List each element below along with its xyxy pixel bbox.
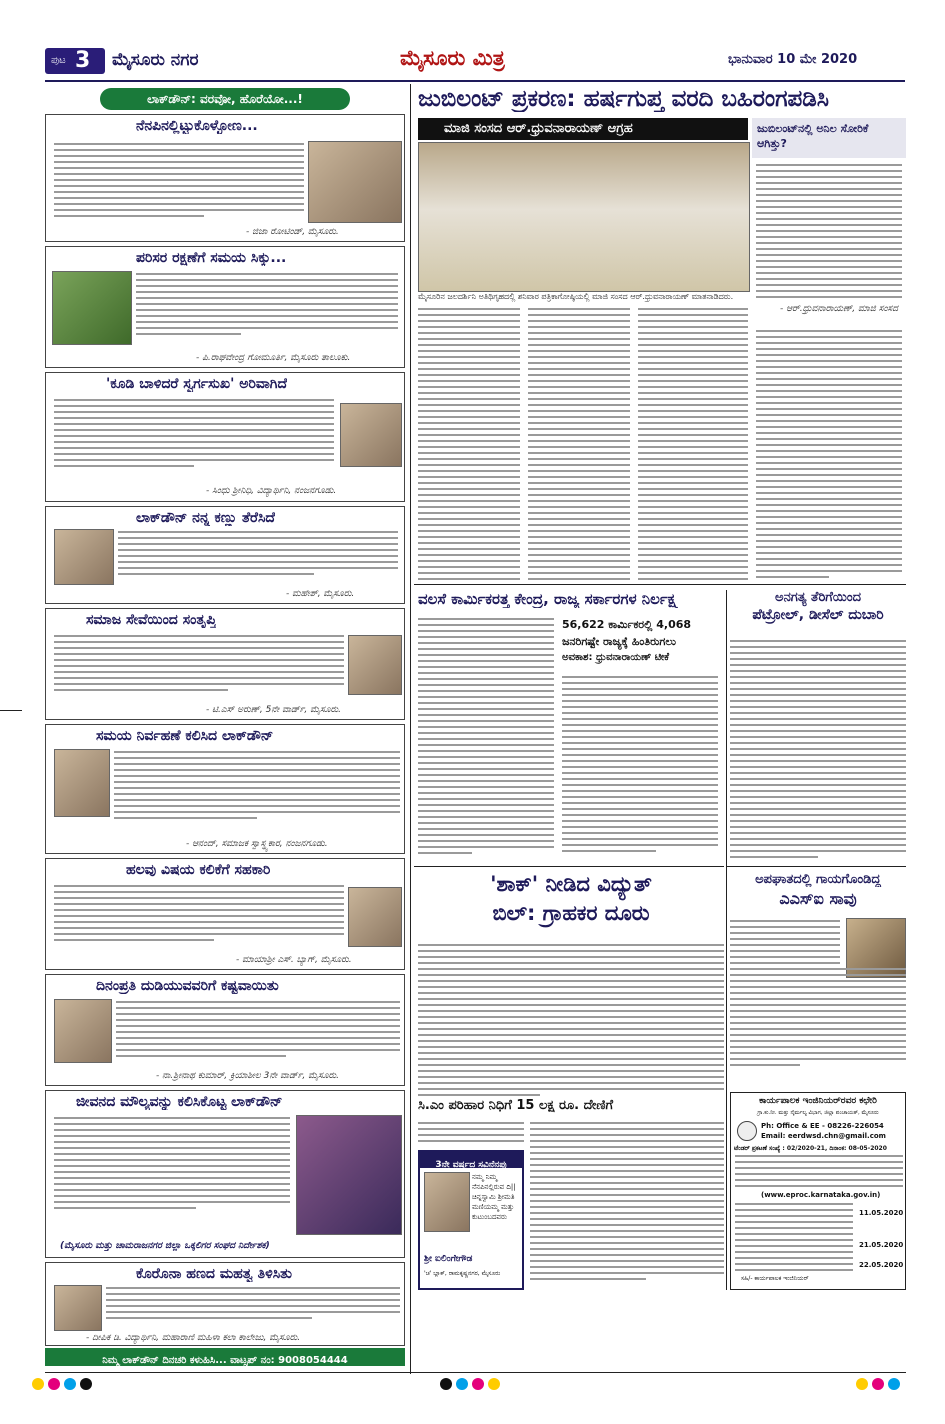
- diary-item-environment: [45, 246, 405, 368]
- author-photo: [54, 999, 112, 1063]
- item-credit: - ಮಾಯಾಶ್ರೀ ಎಸ್. ಬ್ಯಾಗ್, ಮೈಸೂರು.: [236, 955, 352, 965]
- student-photo: [340, 403, 402, 467]
- column-divider: [410, 84, 411, 1374]
- page-label: ಪುಟ: [51, 55, 66, 66]
- page-number-badge: [45, 48, 105, 74]
- item-title: 'ಕೂಡಿ ಬಾಳಿದರೆ ಸ್ವರ್ಗಸುಖ' ಅರಿವಾಗಿದೆ: [106, 376, 288, 392]
- ad-website: (www.eproc.karnataka.gov.in): [761, 1191, 881, 1199]
- lead-subhead: ಮಾಜಿ ಸಂಸದ ಆರ್.ಧ್ರುವನಾರಾಯಣ್ ಆಗ್ರಹ: [444, 121, 633, 136]
- sidebar-title-box: [752, 118, 906, 158]
- story-divider: [414, 584, 906, 585]
- diary-item-learning: [45, 858, 405, 970]
- item-title: ಜೀವನದ ಮೌಲ್ಯವನ್ನು ಕಲಿಸಿಕೊಟ್ಟ ಲಾಕ್‌ಡೌನ್: [76, 1094, 283, 1110]
- tribute-photo: [424, 1172, 470, 1232]
- lead-subhead-bar: [418, 118, 748, 140]
- diary-item-service: [45, 608, 405, 720]
- section-name: ಮೈಸೂರು ನಗರ: [112, 50, 199, 70]
- cm-fund-text-left: [418, 1122, 524, 1146]
- item-text: [54, 885, 344, 945]
- header-rule: [45, 80, 905, 82]
- page-number: 3: [75, 48, 91, 73]
- footer-text: ನಿಮ್ಮ ಲಾಕ್‌ಡೌನ್ ದಿನಚರಿ ಕಳುಹಿಸಿ... ವಾಟ್ಸಪ್ ನಂ: 9008054444: [102, 1355, 348, 1366]
- ad-date-1: 11.05.2020: [859, 1209, 904, 1217]
- author-photo: [54, 1285, 102, 1331]
- fuel-headline: [730, 590, 906, 634]
- registration-mark-icon: [32, 1378, 44, 1390]
- item-title: ಕೊರೊನಾ ಹಣದ ಮಹತ್ವ ತಿಳಿಸಿತು: [136, 1266, 293, 1282]
- author-photo: [348, 635, 402, 695]
- lead-text-col4: [756, 330, 902, 582]
- registration-mark-icon: [888, 1378, 900, 1390]
- tender-notice-ad: [730, 1092, 906, 1290]
- lockdown-footer: [45, 1348, 405, 1366]
- ad-title: ಕಾರ್ಯಪಾಲಕ ಇಂಜಿನಿಯರ್‌ರವರ ಕಛೇರಿ: [759, 1096, 877, 1106]
- item-credit: - ಜಿಜಾ ರೋಟಿಂಡ್, ಮೈಸೂರು.: [246, 227, 339, 237]
- margin-mark: [0, 710, 22, 711]
- item-title: ಪರಿಸರ ರಕ್ಷಣೆಗೆ ಸಮಯ ಸಿಕ್ಕು...: [136, 250, 287, 266]
- story-divider: [726, 866, 906, 867]
- electricity-headline: [418, 872, 724, 938]
- family-photo: [308, 141, 402, 223]
- item-credit: - ದೀಪಿಕ ಡಿ. ವಿದ್ಯಾರ್ಥಿನಿ, ಮಹಾರಾಣಿ ಮಹಿಳಾ ಕಲಾ ಕಾಲೇಜು, ಮೈಸೂರು.: [86, 1333, 301, 1343]
- lead-sidebar: [752, 118, 906, 588]
- item-text: [54, 143, 304, 221]
- sidebar-text: [756, 164, 902, 302]
- migrant-text-col1: [418, 618, 554, 858]
- sidebar-title: ಜುಬಿಲಂಟ್‌ನಲ್ಲಿ ಅನಿಲ ಸೋರಿಕೆ ಆಗಿತ್ತು?: [757, 122, 869, 150]
- diary-item-together: [45, 372, 405, 502]
- item-title: ನೆನಪಿನಲ್ಲಿಟ್ಟುಕೊಳ್ಳೋಣ...: [136, 118, 258, 134]
- headline-line-1: ಅಪಘಾತದಲ್ಲಿ ಗಾಯಗೊಂಡಿದ್ದ: [755, 872, 881, 887]
- tribute-title: 3ನೇ ವರ್ಷದ ಸವಿನೆನಪು: [435, 1160, 507, 1170]
- page-header: [0, 40, 945, 80]
- cm-fund-text: [530, 1122, 724, 1284]
- item-credit: - ನಾ.ಶ್ರೀನಾಥ ಕುಮಾರ್, ಕ್ರಿಯಾಶೀಲ 3ನೇ ವಾರ್ಡ್, ಮೈಸೂರು.: [156, 1071, 339, 1081]
- item-title: ಲಾಕ್‌ಡೌನ್ ನನ್ನ ಕಣ್ಣು ತೆರೆಸಿದೆ: [136, 510, 276, 526]
- diary-item-daily-wage: [45, 974, 405, 1086]
- emblem-icon: [737, 1121, 757, 1141]
- author-photo: [348, 887, 402, 947]
- ad-date-2: 21.05.2020: [859, 1241, 904, 1249]
- item-title: ದಿನಂಪ್ರತಿ ದುಡಿಯುವವರಿಗೆ ಕಷ್ಟವಾಯಿತು: [96, 978, 279, 994]
- item-credit: - ಟಿ.ಎಸ್ ಅರುಣ್, 5ನೇ ವಾರ್ಡ್, ಮೈಸೂರು.: [206, 705, 341, 715]
- family-photo: [296, 1115, 402, 1235]
- migrant-highlight-box: [562, 618, 718, 670]
- item-title: ಸಮಯ ನಿರ್ವಹಣೆ ಕಲಿಸಿದ ಲಾಕ್‌ಡೌನ್: [96, 728, 274, 744]
- highlight-line-3: ಅವಕಾಶ: ಧ್ರುವನಾರಾಯಣ್ ಟೀಕೆ: [562, 652, 670, 663]
- headline-line-2: ಪೆಟ್ರೋಲ್, ಡೀಸೆಲ್ ದುಬಾರಿ: [752, 607, 884, 623]
- registration-mark-icon: [872, 1378, 884, 1390]
- left-column: [45, 84, 405, 1370]
- item-credit: - ಆನಂದ್, ಸಮಾಜಕ ಸ್ವಾಸ್ಥ್ಯಕಾರ, ನಂಜನಗೂಡು.: [186, 839, 328, 849]
- item-text: [54, 399, 334, 471]
- ad-date-3: 22.05.2020: [859, 1261, 904, 1269]
- ad-phone: Ph: Office & EE - 08226-226054: [761, 1122, 884, 1130]
- headline-line-1: ಅನಗತ್ಯ ತೆರಿಗೆಯಿಂದ: [775, 590, 861, 605]
- ad-signature: ಸಹಿ/- ಕಾರ್ಯಪಾಲಕ ಇಂಜಿನಿಯರ್: [741, 1275, 809, 1282]
- lead-text-col1: [418, 308, 520, 584]
- cm-fund-subhead: ಸಿ.ಎಂ ಪರಿಹಾರ ನಿಧಿಗೆ 15 ಲಕ್ಷ ರೂ. ದೇಣಿಗೆ: [418, 1098, 614, 1113]
- ad-dept: ಗ್ರಾ.ಕು.ನೀ. ಮತ್ತು ನೈರ್ಮಲ್ಯ ವಿಭಾಗ, ಜಿಲ್ಲಾ ಪಂಚಾಯತ್, ಮೈಸೂರು: [757, 1110, 879, 1116]
- item-credit: - ಪಿ.ರಾಘವೇಂದ್ರ ಗೋಮೂರ್ತಿ, ಮೈಸೂರು ತಾಲೂಕು.: [196, 353, 351, 363]
- author-photo: [54, 749, 110, 817]
- highlight-line-2: ಜನರಿಗಷ್ಟೇ ರಾಜ್ಯಕ್ಕೆ ಹಿಂತಿರುಗಲು: [562, 635, 677, 648]
- masthead: ಮೈಸೂರು ಮಿತ್ರ: [400, 45, 505, 70]
- tribute-box: [418, 1150, 524, 1290]
- highlight-line-1: 56,622 ಕಾರ್ಮಿಕರಲ್ಲಿ 4,068: [562, 618, 692, 631]
- sidebar-credit: - ಆರ್.ಧ್ರುವನಾರಾಯಣ್, ಮಾಜಿ ಸಂಸದ: [780, 304, 899, 314]
- item-text: [114, 751, 400, 823]
- lead-text-col3: [638, 308, 748, 584]
- item-text: [54, 1117, 290, 1213]
- column-divider: [726, 590, 727, 870]
- ad-notice-no: ಟೆಂಡರ್ ಪ್ರಕಟಣೆ ಸಂಖ್ಯೆ : 02/2020-21, ದಿನಾಂಕ: 08-05-2020: [734, 1145, 887, 1152]
- tribute-title-bar: [420, 1152, 522, 1168]
- tribute-name: ಶ್ರೀ ಐಲಿಂಗೇಗೌಡ: [424, 1254, 473, 1264]
- headline-line-2: ಎಎಸ್‌ಐ ಸಾವು: [779, 889, 857, 908]
- registration-mark-icon: [856, 1378, 868, 1390]
- diary-item-remember: [45, 114, 405, 242]
- registration-mark-icon: [80, 1378, 92, 1390]
- fuel-text: [730, 640, 906, 862]
- registration-mark-icon: [64, 1378, 76, 1390]
- headline-line-2: ಬಿಲ್: ಗ್ರಾಹಕರ ದೂರು: [492, 901, 650, 925]
- diary-item-time-management: [45, 724, 405, 854]
- tribute-text: ನಮ್ಮ ನಿಮ್ಮ ನೆನಪಿನಲ್ಲಿರುವ ದಿ|| ಚಿನ್ನಸ್ವಾಮಿ ಶ್ರೀಮತಿ ಮಣಿಯಮ್ಮ ಮತ್ತು ಕುಟುಂಬದವರು: [472, 1173, 516, 1221]
- item-text: [136, 273, 398, 339]
- item-text: [116, 1001, 400, 1061]
- item-text: [54, 635, 344, 695]
- lead-text-col2: [528, 308, 630, 584]
- item-title: ಸಮಾಜ ಸೇವೆಯಿಂದ ಸಂತೃಪ್ತಿ: [86, 612, 217, 628]
- banner-text: ಲಾಕ್‌ಡೌನ್: ವರವೋ, ಹೊರೆಯೋ...!: [147, 92, 303, 106]
- author-photo: [54, 529, 114, 585]
- registration-mark-icon: [440, 1378, 452, 1390]
- headline-line-1: 'ಶಾಕ್' ನೀಡಿದ ವಿದ್ಯುತ್: [490, 872, 652, 896]
- column-divider: [726, 866, 727, 1290]
- registration-mark-icon: [472, 1378, 484, 1390]
- planting-photo: [52, 271, 132, 345]
- edition-date: ಭಾನುವಾರ 10 ಮೇ 2020: [728, 52, 858, 67]
- ad-email: Email: eerdwsd.chn@gmail.com: [761, 1132, 886, 1140]
- asi-text-2: [730, 968, 906, 1070]
- registration-mark-icon: [48, 1378, 60, 1390]
- migrant-headline: ವಲಸೆ ಕಾರ್ಮಿಕರತ್ತ ಕೇಂದ್ರ, ರಾಜ್ಯ ಸರ್ಕಾರಗಳ ನಿರ್ಲಕ್ಷ್ಯ: [418, 590, 679, 608]
- item-title: ಹಲವು ವಿಷಯ ಕಲಿಕೆಗೆ ಸಹಕಾರಿ: [126, 862, 271, 878]
- diary-item-life-value: [45, 1090, 405, 1258]
- registration-mark-icon: [456, 1378, 468, 1390]
- migrant-text-col2: [562, 676, 718, 856]
- item-text: [106, 1287, 400, 1323]
- diary-item-eyes-opened: [45, 506, 405, 604]
- asi-headline: [730, 872, 906, 914]
- bottom-rule: [45, 1372, 906, 1373]
- item-credit: (ಮೈಸೂರು ಮತ್ತು ಚಾಮರಾಜನಗರ ಜಿಲ್ಲಾ ಒಕ್ಕಲಿಗರ ಸಂಘದ ನಿರ್ದೇಶಕ): [60, 1241, 270, 1251]
- electricity-text: [418, 944, 724, 1100]
- item-credit: - ಮಹೇಶ್, ಮೈಸೂರು.: [286, 589, 355, 599]
- lockdown-banner: [100, 88, 350, 110]
- story-divider: [414, 866, 724, 867]
- registration-mark-icon: [488, 1378, 500, 1390]
- tribute-place: 'ಚ' ಬ್ಲಾಕ್, ರಾಮಕೃಷ್ಣನಗರ, ಮೈಸೂರು: [424, 1270, 501, 1277]
- asi-text: [730, 920, 840, 968]
- press-meet-photo: [418, 142, 750, 292]
- ad-body: [735, 1155, 903, 1191]
- item-credit: - ಸಿಂಧು ಶ್ರೀನಿಧಿ, ವಿದ್ಯಾರ್ಥಿನಿ, ನಂಜನಗೂಡು.: [206, 486, 337, 496]
- lead-headline: ಜುಬಿಲಂಟ್ ಪ್ರಕರಣ: ಹರ್ಷಗುಪ್ತ ವರದಿ ಬಹಿರಂಗಪಡಿಸಿ: [418, 86, 829, 112]
- diary-item-money: [45, 1262, 405, 1346]
- photo-caption: ಮೈಸೂರಿನ ಜಲದರ್ಶಿನಿ ಅತಿಥಿಗೃಹದಲ್ಲಿ ಶನಿವಾರ ಪತ್ರಿಕಾಗೋಷ್ಠಿಯಲ್ಲಿ ಮಾಜಿ ಸಂಸದ ಆರ್.ಧ್ರುವನಾರಾಯಣ್ ಮಾತನಾಡಿದರು.: [418, 292, 734, 301]
- item-text: [118, 531, 398, 579]
- ad-body-2: [735, 1203, 853, 1275]
